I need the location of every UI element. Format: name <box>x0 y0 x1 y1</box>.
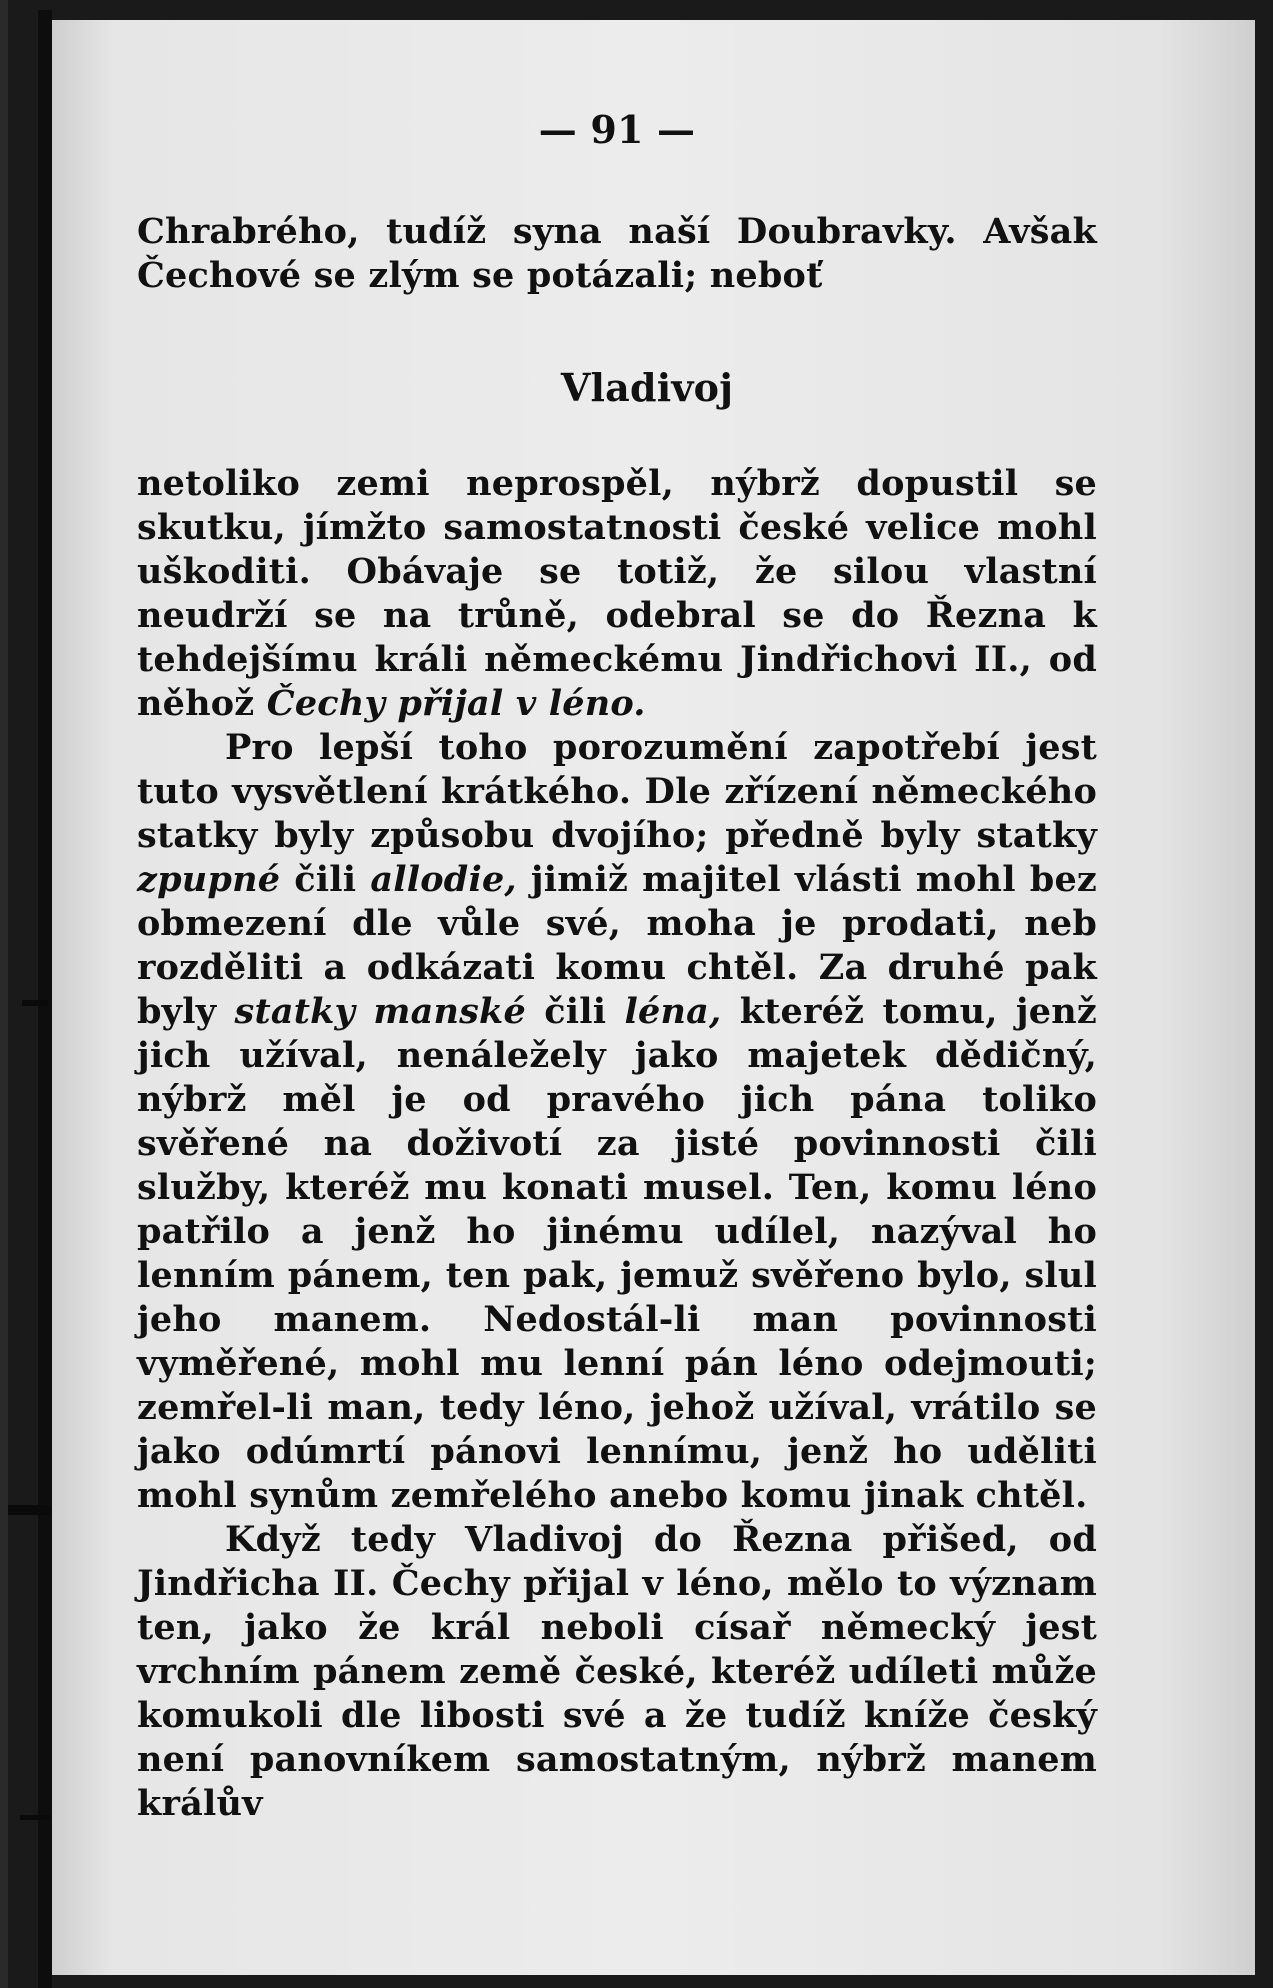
book-spine <box>38 10 52 1988</box>
paragraph-2-italic-3: statky manské <box>234 991 526 1032</box>
paragraph-1-text: netoliko zemi neprospěl, nýbrž dopustil se skutku, jímžto samostatnosti české velice mohl uškoditi. Obávaje se totiž, že silou vlastní neudrží se na trůně, odebral se do Řezna k tehdejšímu králi německému Jindřichovi II., od něhož <box>137 463 1097 724</box>
intro-paragraph: Chrabrého, tudíž syna naší Doubravky. Avšak Čechové se zlým se potázali; neboť <box>137 211 1097 296</box>
paragraph-2-text-5: kteréž tomu, jenž jich užíval, nenáležely jako majetek dědičný, nýbrž měl je od pravého jich pána toliko svěřené na doživotí za jisté povinnosti čili služby, kteréž mu konati musel. Ten, komu léno patřilo a jenž ho jinému udílel, nazýval ho lenním pánem, ten pak, jemuž svěřeno bylo, slul jeho manem. Nedostál-li man povinnosti vyměřené, mohl mu lenní pán léno odejmouti; zemřel-li man, tedy léno, jehož užíval, vrátilo se jako odúmrtí pánovi lennímu, jenž ho uděliti mohl synům zemřelého anebo komu jinak chtěl. <box>137 991 1097 1516</box>
paragraph-1-italic: Čechy přijal v léno. <box>266 683 646 724</box>
paragraph-2 <box>137 726 1097 1518</box>
section-heading: Vladivoj <box>560 365 734 410</box>
paragraph-2-text-1: Pro lepší toho porozumění zapotřebí jest tuto vysvětlení krátkého. Dle zřízení německého statky byly způsobu dvojího; předně byly statky <box>137 727 1097 856</box>
paragraph-1 <box>137 462 1097 726</box>
left-edge <box>0 0 8 1988</box>
paragraph-2-italic-2: allodie, <box>370 859 517 900</box>
spine-mark <box>8 1505 52 1515</box>
paragraph-2-italic-4: léna, <box>624 991 722 1032</box>
paragraph-2-text-4: čili <box>525 991 625 1032</box>
paragraph-2-text-3: jimiž majitel vlásti mohl bez obmezení dle vůle své, moha je prodati, neb rozděliti a odkázati komu chtěl. Za druhé pak byly <box>137 859 1097 1032</box>
paragraph-2-text-2: čili <box>280 859 371 900</box>
page-number: — 91 — <box>538 107 696 152</box>
spine-mark <box>20 1815 50 1820</box>
paragraph-2-italic-1: zpupné <box>137 859 281 900</box>
spine-mark <box>22 1000 48 1006</box>
page-content <box>137 108 1097 1826</box>
paragraph-3: Když tedy Vladivoj do Řezna přišed, od Jindřicha II. Čechy přijal v léno, mělo to význam ten, jako že král neboli císař německý jest vrchním pánem země české, kteréž udíleti může komukoli dle libosti své a že tudíž kníže český není panovníkem samostatným, nýbrž manem králův <box>137 1519 1097 1824</box>
